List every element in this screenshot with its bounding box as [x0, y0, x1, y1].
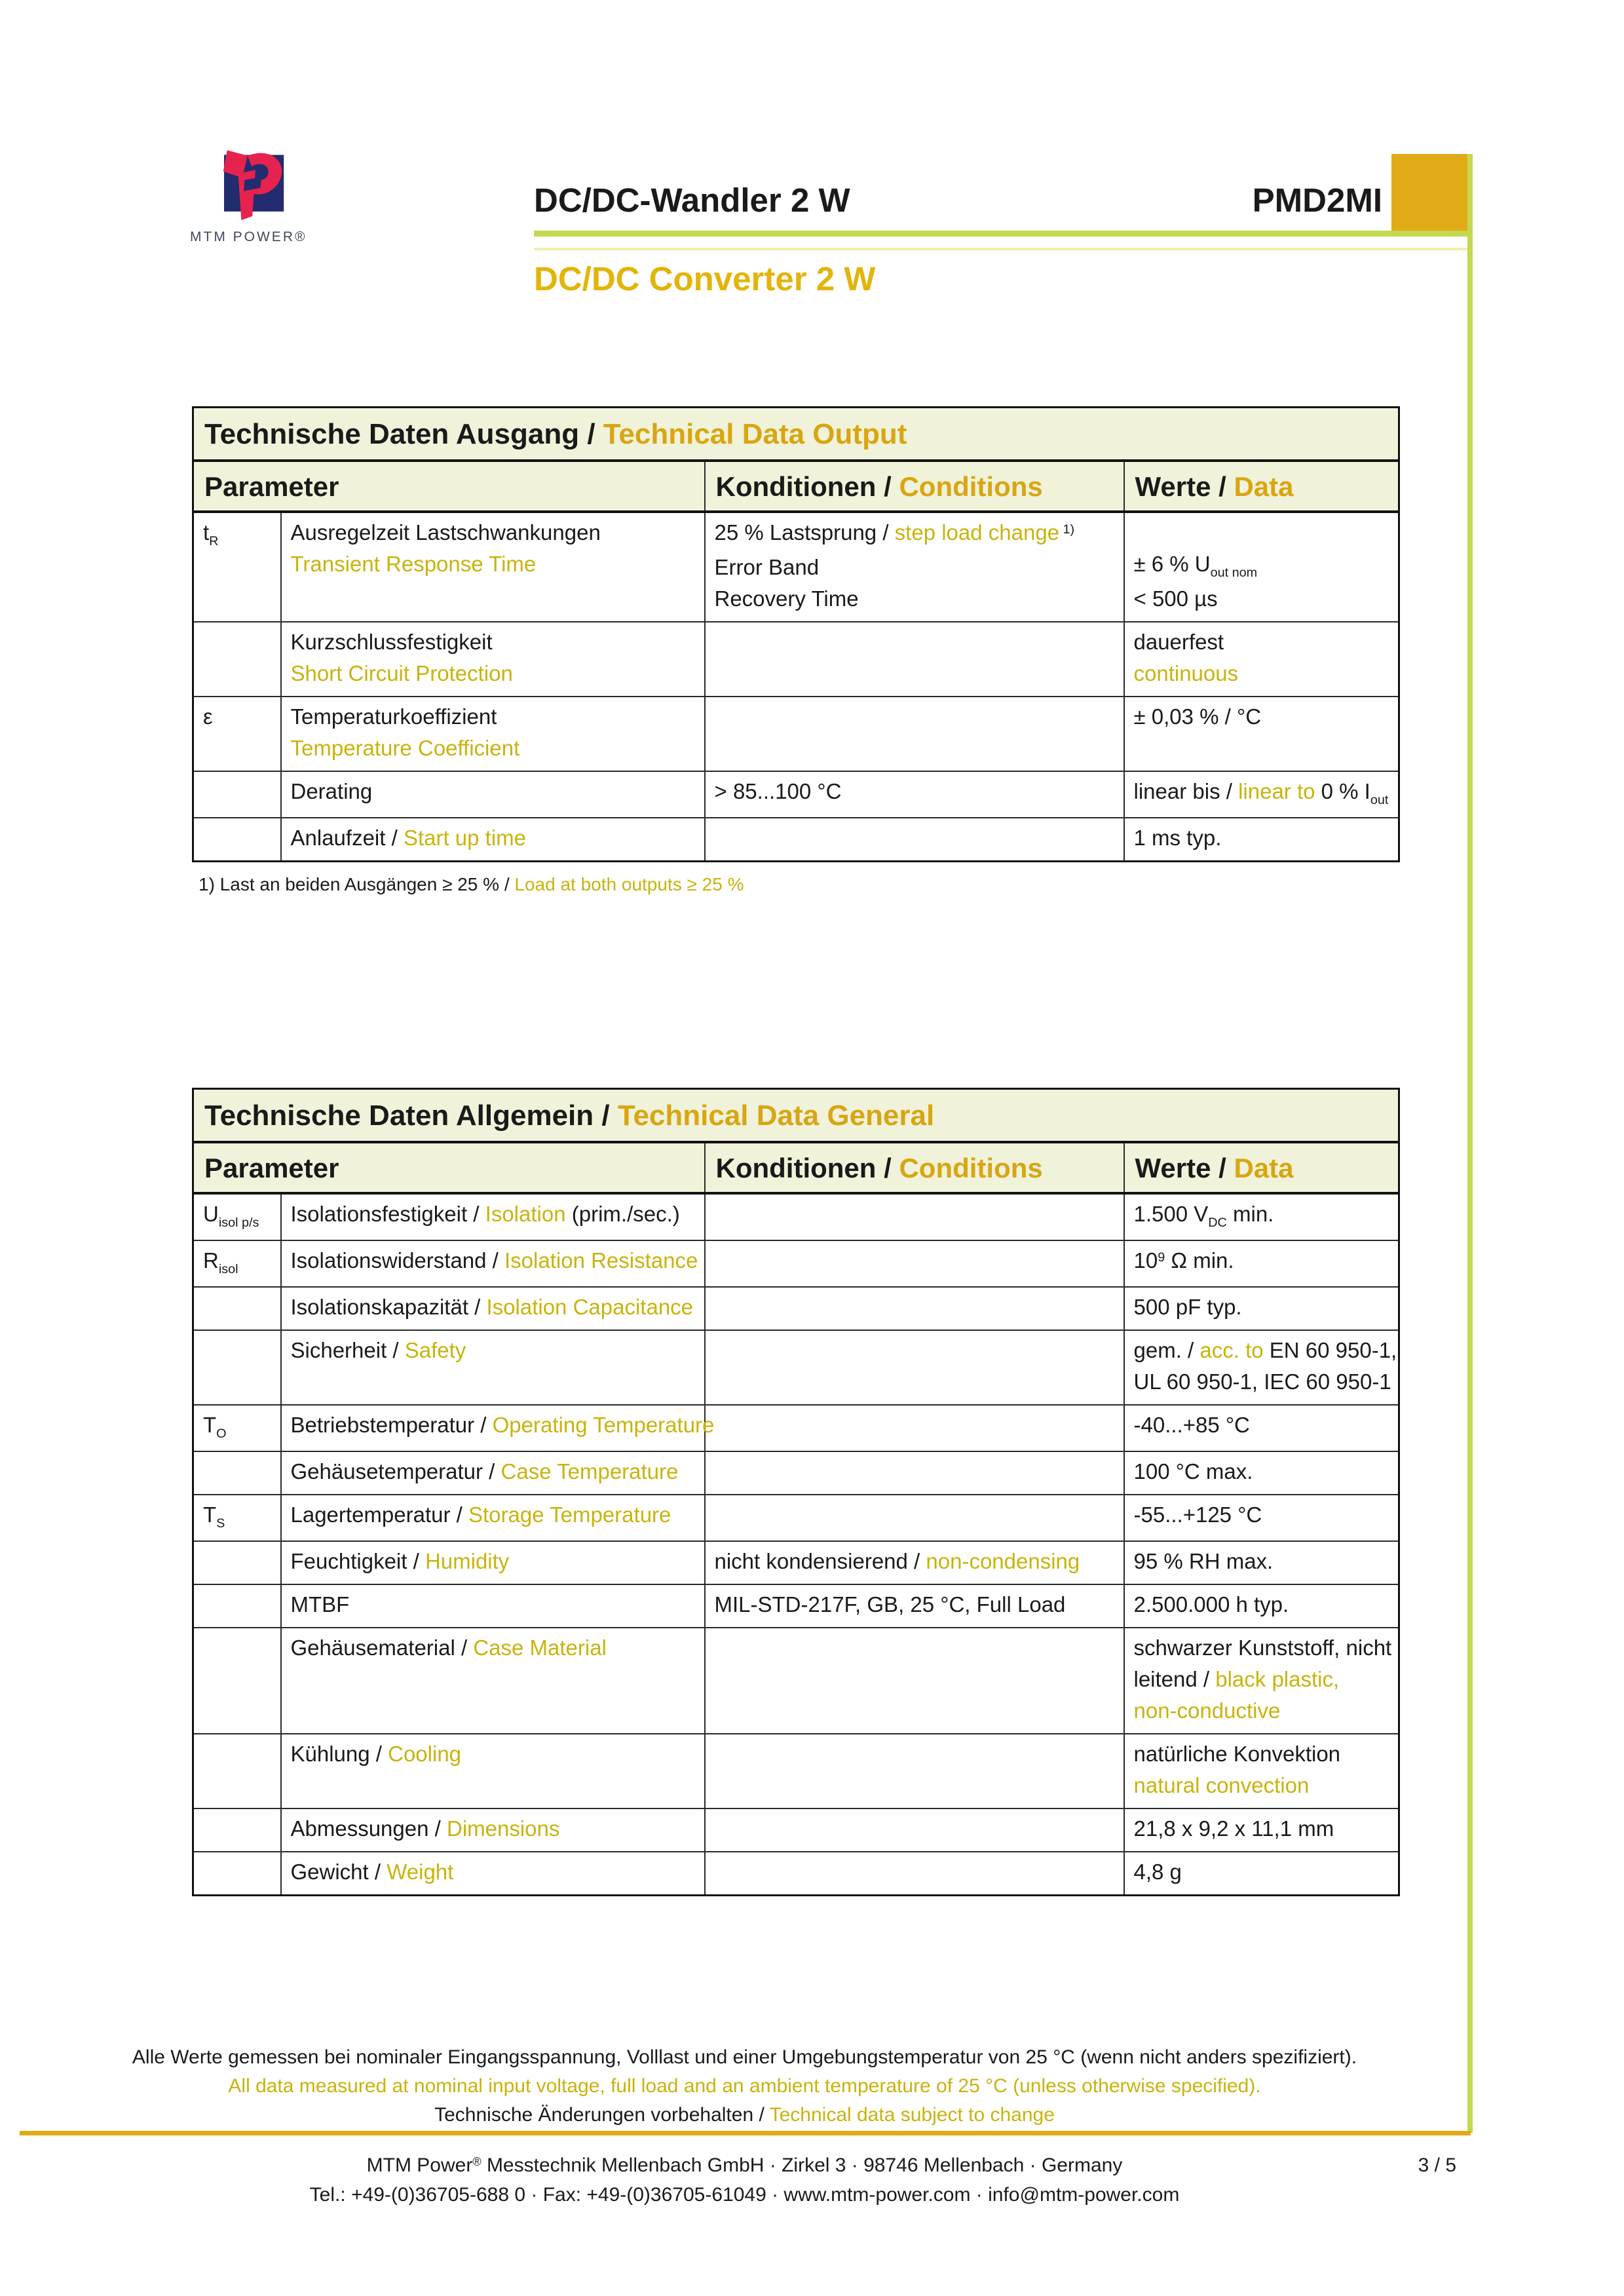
- text-line: [715, 1499, 1114, 1531]
- text-line: Recovery Time: [714, 586, 859, 611]
- cell-parameter: [281, 622, 705, 697]
- text-line: MIL-STD-217F, GB, 25 °C, Full Load: [714, 1592, 1066, 1617]
- text-line: [715, 1856, 1114, 1888]
- cell-conditions: [705, 1584, 1124, 1628]
- cell-parameter: [281, 1240, 705, 1287]
- table-footnote: [192, 873, 1398, 896]
- text-line: Isolationsfestigkeit / Isolation (prim./sec.): [290, 1202, 680, 1226]
- cell-conditions: [705, 1734, 1124, 1808]
- company-address-line: [20, 2152, 1469, 2181]
- column-header-conditions: [705, 1142, 1124, 1193]
- text-line: Temperaturkoeffizient: [290, 704, 497, 729]
- cell-parameter: [281, 1852, 705, 1896]
- text-line: [715, 1738, 1114, 1770]
- text-line: $U_{isol p/s}$: [203, 1202, 259, 1230]
- company-contact-line: [20, 2181, 1469, 2209]
- text-line: 1.500 $V_{DC}$ min.: [1133, 1202, 1274, 1230]
- text-line: [715, 701, 1114, 733]
- table-row: [193, 1852, 1399, 1896]
- table-row: [193, 818, 1399, 862]
- table-row: [193, 1240, 1399, 1287]
- table-row: [193, 1451, 1399, 1495]
- cell-symbol: [193, 1451, 281, 1495]
- table-row: [193, 1628, 1399, 1734]
- text-line: Kurzschlussfestigkeit: [290, 630, 493, 654]
- cell-conditions: [705, 512, 1124, 622]
- cell-symbol: [193, 1330, 281, 1405]
- text-line: Technische Daten Ausgang / Technical Data Output: [204, 418, 907, 450]
- cell-parameter: [281, 512, 705, 622]
- text-line: 1 ms typ.: [1133, 826, 1222, 850]
- text-line: Kühlung / Cooling: [290, 1742, 462, 1766]
- cell-conditions: [705, 1451, 1124, 1495]
- table-row: [193, 1405, 1399, 1451]
- table-row: [193, 1541, 1399, 1584]
- text-line: -55...+125 °C: [1133, 1502, 1262, 1527]
- text-line: UL 60 950-1, IEC 60 950-1: [1133, 1369, 1391, 1394]
- cell-symbol: [193, 1808, 281, 1852]
- gold-accent-square: [1391, 154, 1469, 231]
- cell-parameter: [281, 1541, 705, 1584]
- data-table-output: [192, 406, 1400, 862]
- column-header-values: [1124, 1142, 1399, 1193]
- text-line: Parameter: [204, 1153, 339, 1183]
- text-line: Gehäusetemperatur / Case Temperature: [290, 1459, 679, 1483]
- text-line: Feuchtigkeit / Humidity: [290, 1549, 510, 1573]
- column-header-parameter: [193, 461, 705, 512]
- text-line: gem. / acc. to EN 60 950-1,: [1133, 1338, 1397, 1362]
- text-line: Temperature Coefficient: [290, 736, 520, 760]
- cell-symbol: [193, 1405, 281, 1451]
- text-line: $t_R$: [203, 520, 219, 548]
- text-line: ± 0,03 % / °C: [1133, 704, 1262, 729]
- table-title: [193, 1089, 1399, 1143]
- table-row: [193, 512, 1399, 622]
- cell-values: [1124, 1330, 1399, 1405]
- cell-symbol: [193, 622, 281, 697]
- text-line: [715, 1409, 1114, 1441]
- text-line: [715, 626, 1114, 658]
- cell-symbol: [193, 1628, 281, 1734]
- text-line: [203, 1335, 271, 1366]
- text-line: natürliche Konvektion: [1133, 1742, 1341, 1766]
- cell-conditions: [705, 1852, 1124, 1896]
- table-row: [193, 1734, 1399, 1808]
- text-line: nicht kondensierend / non-condensing: [714, 1549, 1080, 1573]
- cell-values: [1124, 1287, 1399, 1330]
- text-line: 25 % Lastsprung / step load change $^{1)}$: [714, 520, 1075, 545]
- text-line: dauerfest: [1133, 630, 1224, 654]
- text-line: Konditionen / Conditions: [715, 471, 1043, 502]
- cell-symbol: [193, 697, 281, 771]
- cell-values: [1124, 1405, 1399, 1451]
- text-line: [203, 626, 271, 658]
- cell-conditions: [705, 1541, 1124, 1584]
- table-row: [193, 771, 1399, 818]
- text-line: Derating: [290, 779, 373, 803]
- text-line: MTM Power® Messtechnik Mellenbach GmbH · Zirkel 3 · 98746 Mellenbach · Germany: [366, 2154, 1123, 2176]
- cell-symbol: [193, 1541, 281, 1584]
- page-number: 3 / 5: [1418, 2154, 1456, 2176]
- text-line: Ausregelzeit Lastschwankungen: [290, 520, 601, 545]
- text-line: Betriebstemperatur / Operating Temperature: [290, 1413, 715, 1437]
- cell-symbol: [193, 771, 281, 818]
- page-title-english: DC/DC Converter 2 W: [534, 260, 876, 297]
- cell-parameter: [281, 1451, 705, 1495]
- cell-conditions: [705, 771, 1124, 818]
- technical-data-output-section: [192, 406, 1398, 896]
- text-line: 100 °C max.: [1133, 1459, 1253, 1483]
- text-line: Technische Daten Allgemein / Technical Data General: [204, 1100, 935, 1132]
- table-row: [193, 622, 1399, 697]
- cell-conditions: [705, 1628, 1124, 1734]
- table-row: [193, 1193, 1399, 1240]
- text-line: Gehäusematerial / Case Material: [290, 1636, 607, 1660]
- text-line: Error Band: [714, 555, 820, 579]
- text-line: > 85...100 °C: [714, 779, 842, 803]
- table-row: [193, 1808, 1399, 1852]
- cell-values: [1124, 1240, 1399, 1287]
- text-line: 500 pF typ.: [1133, 1295, 1242, 1319]
- cell-conditions: [705, 697, 1124, 771]
- cell-values: [1124, 1852, 1399, 1896]
- cell-parameter: [281, 1628, 705, 1734]
- cell-conditions: [705, 1405, 1124, 1451]
- logo-wordmark: MTM POWER®: [190, 229, 307, 244]
- text-line: Short Circuit Protection: [290, 661, 513, 685]
- text-line: $R_{isol}$: [203, 1248, 238, 1276]
- cell-symbol: [193, 1734, 281, 1808]
- text-line: 95 % RH max.: [1133, 1549, 1274, 1573]
- table-row: [193, 1287, 1399, 1330]
- text-line: Tel.: +49-(0)36705-688 0 · Fax: +49-(0)36705-61049 · www.mtm-power.com · info@mtm-power.com: [309, 2184, 1180, 2206]
- cell-values: [1124, 1628, 1399, 1734]
- cell-values: [1124, 697, 1399, 771]
- cell-parameter: [281, 1405, 715, 1451]
- text-line: [715, 1198, 1114, 1230]
- text-line: continuous: [1133, 661, 1239, 685]
- text-line: [715, 1245, 1114, 1276]
- cell-values: [1124, 1584, 1399, 1628]
- table-header-row: [193, 461, 1399, 512]
- cell-parameter: [281, 818, 705, 862]
- text-line: [715, 1632, 1114, 1664]
- header-green-rule: [534, 231, 1469, 237]
- text-line: 1) Last an beiden Ausgängen ≥ 25 % / Load at both outputs ≥ 25 %: [198, 874, 744, 894]
- page-title-german: DC/DC-Wandler 2 W: [534, 182, 850, 219]
- text-line: [715, 822, 1114, 854]
- cell-symbol: [193, 1240, 281, 1287]
- text-line: Werte / Data: [1135, 471, 1294, 502]
- text-line: leitend / black plastic,: [1133, 1667, 1340, 1691]
- text-line: 4,8 g: [1133, 1860, 1182, 1884]
- cell-values: [1124, 1451, 1399, 1495]
- text-line: Konditionen / Conditions: [715, 1153, 1043, 1183]
- cell-symbol: [193, 1193, 281, 1240]
- text-line: [715, 1292, 1114, 1323]
- page-footer: [20, 2152, 1469, 2209]
- text-line: [203, 1589, 271, 1620]
- cell-values: [1124, 1495, 1399, 1541]
- text-line: [203, 1856, 271, 1888]
- cell-conditions: [705, 818, 1124, 862]
- cell-values: [1124, 1734, 1399, 1808]
- cell-parameter: [281, 1287, 705, 1330]
- text-line: non-conductive: [1133, 1698, 1281, 1723]
- column-header-parameter: [193, 1142, 705, 1193]
- cell-parameter: [281, 1193, 705, 1240]
- text-line: [715, 1335, 1114, 1366]
- text-line: Isolationswiderstand / Isolation Resistance: [290, 1248, 698, 1272]
- mtm-power-logo: [190, 145, 334, 245]
- cell-values: [1124, 1808, 1399, 1852]
- cell-conditions: [705, 1495, 1124, 1541]
- cell-symbol: [193, 1584, 281, 1628]
- text-line: [1134, 517, 1389, 548]
- text-line: [203, 1632, 271, 1664]
- text-line: Isolationskapazität / Isolation Capacitance: [290, 1295, 694, 1319]
- cell-parameter: [281, 1808, 705, 1852]
- cell-symbol: [193, 1852, 281, 1896]
- cell-symbol: [193, 1495, 281, 1541]
- cell-values: [1124, 622, 1399, 697]
- cell-conditions: [705, 622, 1124, 697]
- text-line: Alle Werte gemessen bei nominaler Eingangsspannung, Volllast und einer Umgebungstemperatur von 25 °C (wenn nicht anders spezifiziert).: [132, 2046, 1357, 2068]
- text-line: $T_O$: [203, 1413, 227, 1441]
- logo-mark-icon: [216, 145, 295, 224]
- cell-parameter: [281, 1584, 705, 1628]
- text-line: Lagertemperatur / Storage Temperature: [290, 1502, 671, 1527]
- text-line: [715, 1813, 1114, 1845]
- text-line: $10^9$ Ω min.: [1133, 1248, 1234, 1272]
- text-line: ± 6 % $U_{out nom}$: [1133, 552, 1258, 580]
- text-line: Sicherheit / Safety: [290, 1338, 466, 1362]
- table-caption-row: [193, 408, 1399, 461]
- cell-values: [1124, 1541, 1399, 1584]
- text-line: natural convection: [1133, 1773, 1310, 1797]
- text-line: schwarzer Kunststoff, nicht: [1133, 1636, 1392, 1660]
- text-line: [203, 1546, 271, 1577]
- text-line: Transient Response Time: [290, 552, 537, 576]
- cell-values: [1124, 771, 1399, 818]
- text-line: 21,8 x 9,2 x 11,1 mm: [1133, 1816, 1334, 1841]
- measurement-conditions-note: [20, 2043, 1469, 2130]
- table-caption-row: [193, 1089, 1399, 1143]
- text-line: [203, 822, 271, 854]
- text-line: [715, 1456, 1114, 1487]
- table-header-row: [193, 1142, 1399, 1193]
- cell-parameter: [281, 1330, 705, 1405]
- text-line: All data measured at nominal input voltage, full load and an ambient temperature of 25 °C (unless otherwise specified).: [228, 2075, 1261, 2097]
- text-line: [203, 1738, 271, 1770]
- text-line: Technische Änderungen vorbehalten / Technical data subject to change: [434, 2104, 1055, 2126]
- table-row: [193, 1495, 1399, 1541]
- table-row: [193, 1330, 1399, 1405]
- cell-parameter: [281, 1734, 705, 1808]
- text-line: Parameter: [204, 471, 339, 502]
- text-line: Anlaufzeit / Start up time: [290, 826, 527, 850]
- cell-conditions: [705, 1240, 1124, 1287]
- header-pale-rule: [534, 248, 1469, 250]
- cell-conditions: [705, 1808, 1124, 1852]
- product-code: PMD2MI: [1252, 182, 1382, 219]
- text-line: [203, 1813, 271, 1845]
- text-line: Gewicht / Weight: [290, 1860, 454, 1884]
- cell-conditions: [705, 1193, 1124, 1240]
- text-line: $T_S$: [203, 1502, 225, 1531]
- cell-values: [1124, 1193, 1399, 1240]
- cell-values: [1124, 818, 1399, 862]
- column-header-conditions: [705, 461, 1124, 512]
- cell-conditions: [705, 1287, 1124, 1330]
- table-row: [193, 697, 1399, 771]
- cell-parameter: [281, 697, 705, 771]
- cell-symbol: [193, 1287, 281, 1330]
- text-line: [203, 1292, 271, 1323]
- footer-gold-rule: [20, 2131, 1471, 2135]
- text-line: Abmessungen / Dimensions: [290, 1816, 560, 1841]
- cell-symbol: [193, 512, 281, 622]
- data-table-general: [192, 1088, 1400, 1896]
- cell-conditions: [705, 1330, 1124, 1405]
- text-line: [203, 776, 271, 807]
- table-title: [193, 408, 1399, 461]
- text-line: < 500 µs: [1133, 586, 1218, 611]
- text-line: ε: [203, 704, 213, 729]
- text-line: [203, 1456, 271, 1487]
- column-header-values: [1124, 461, 1399, 512]
- text-line: MTBF: [290, 1592, 350, 1617]
- text-line: -40...+85 °C: [1133, 1413, 1250, 1437]
- technical-data-general-section: [192, 1088, 1398, 1896]
- text-line: 2.500.000 h typ.: [1133, 1592, 1289, 1617]
- cell-values: [1124, 512, 1399, 622]
- text-line: Werte / Data: [1135, 1153, 1294, 1183]
- table-row: [193, 1584, 1399, 1628]
- cell-parameter: [281, 771, 705, 818]
- right-vertical-rule: [1467, 154, 1473, 2133]
- cell-parameter: [281, 1495, 705, 1541]
- text-line: linear bis / linear to 0 % $I_{out}$: [1133, 779, 1389, 807]
- cell-symbol: [193, 818, 281, 862]
